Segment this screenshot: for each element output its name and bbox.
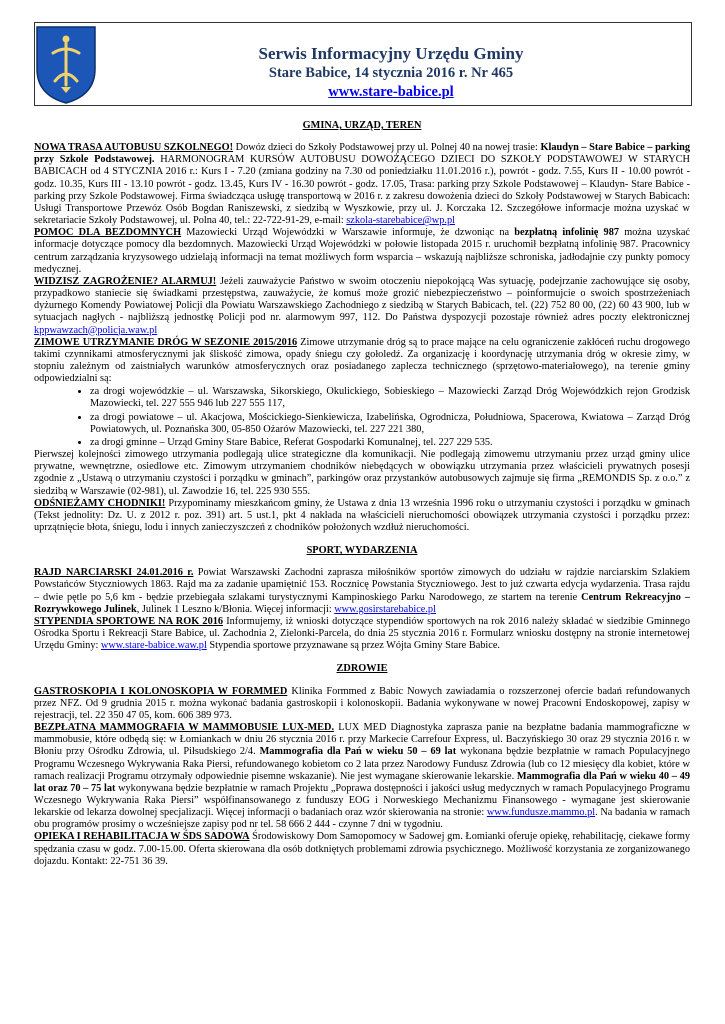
bulletin-content [34,120,690,868]
article-text: , Julinek 1 Leszno k/Błonia. Więcej informacji: [136,603,335,615]
email-link[interactable]: kppwawzach@policja.waw.pl [34,324,158,336]
list-item: • za drogi gminne – Urząd Gminy Stare Babice, Referat Gospodarki Komunalnej, tel. 227 229 535. [90,436,690,449]
section-heading-sport: SPORT, WYDARZENIA [306,545,418,557]
article-text: Przypominamy mieszkańcom gminy, że Ustawa z dnia 13 września 1996 roku o utrzymaniu czystości i porządku w gminach (Tekst jednolity: Dz. U. z 2012 r. poz. 391) art. 5 ust.1, pkt 4 nakłada na właścicieli nieruchomości obowiązek utrzymania czystości i porządku przez: uprzątnięcie błota, śniegu, lodu i innych zanieczyszczeń z chodników położonych wzdłuż nieruchomości. [34,497,690,533]
section-heading-gmina: GMINA, URZĄD, TEREN [302,120,422,131]
article-text: Informujemy, iż wnioski dotyczące stypendiów sportowych na rok 2016 należy składać w siedzibie Gminnego Ośrodka Sportu i Rekreacji Stare Babice, ul. Zachodnia 2, Zielonki-Parcela, do dnia 25 stycznia 2016 r. Formularz wniosku dostępny na stronie internetowej Urzędu Gminy: [34,615,690,652]
article-title: RAJD NARCIARSKI 24.01.2016 r. [34,567,194,579]
article-text: wykonywana będzie bezpłatnie w ramach Projektu „Poprawa dostępności i jakości usług medycznych w ramach Populacyjnego Programu Wczesnego Wykrywania Raka Piersi” współfinansowanego z funduszy EOG i Norweskiego Mechanizmu Finansowego - wymagane jest skierowanie lekarskie od lekarza dowolnej specjalizacji. Więcej informacji o badaniach oraz wzór skierowania na stronie: [34,782,690,819]
article-mammography [34,722,690,831]
article-emphasis: Klaudyn – Stare Babice – parking przy Szkole Podstawowej. [34,142,690,166]
article-text: Środowiskowy Dom Samopomocy w Sadowej gm. Łomianki oferuje opiekę, rehabilitację, ciekawe formy spędzania czasu w godz. 7.00-15.00. Oferta skierowana dla osób dotkniętych problemami zdrowia psychicznego. Możliwość korzystania ze zorganizowanego dojazdu. Kontakt: 22-751 36 39. [34,831,690,867]
list-item: • za drogi wojewódzkie – ul. Warszawska, Sikorskiego, Okulickiego, Sobieskiego – Mazowiecki Zarząd Dróg Wojewódzkich rejon Grodzisk Mazowiecki, tel. 227 555 946 lub 227 555 117, [90,385,690,410]
coat-of-arms-icon [35,23,97,105]
article-text: . Na badania w ramach obu programów prosimy o wcześniejsze zapisy pod nr tel. 58 666 2 444 - czynne 7 dni w tygodniu. [34,807,690,831]
website-link[interactable]: www.stare-babice.pl [328,84,454,100]
gmina-website-link[interactable]: www.stare-babice.waw.pl [100,640,207,652]
article-title: POMOC DLA BEZDOMNYCH [34,227,182,239]
article-gastroscopy [34,686,690,722]
article-text: można uzyskać informacje dotyczące pomocy dla bezdomnych. Mazowiecki Urząd Wojewódzki w połowie listopada 2015 r. uruchomił bezpłatną infolinię 987. Pracownicy centrum zarządzania kryzysowego udzielają informacji na temat możliwych form wsparcia – wskazują najbliższe schroniska, jadłodajnie czy punkty pomocy medycznej. [34,227,690,275]
article-emphasis: Mammografia dla Pań w wieku 40 – 49 lat oraz 70 – 75 lat [34,770,690,794]
article-emphasis: Mammografia dla Pań w wieku 50 – 69 lat [259,746,457,758]
article-title: BEZPŁATNA MAMMOGRAFIA W MAMMOBUSIE LUX-MED. [34,722,335,734]
article-emphasis: Centrum Rekreacyjno – Rozrywkowego Julinek [34,591,690,615]
article-sport-grants [34,616,690,652]
bulletin-issue: Stare Babice, 14 stycznia 2016 r. Nr 465 [268,65,514,81]
article-text: Powiat Warszawski Zachodni zaprasza miłośników sportów zimowych do udziału w rajdzie narciarskim Szlakiem Powstańców Styczniowych 1863. Rajd ma za zadanie upamiętnić 153. Rocznicę Powstania Styczniowego. Jest to już czwarta edycja wydarzenia. Trasa rajdu – dwie pętle po 5,6 km - będzie przebiegała szlakami turystycznymi Kampinoskiego Parku Narodowego, ze startem na terenie [34,567,690,603]
article-text: Klinika Formmed z Babic Nowych zawiadamia o rozszerzonej ofercie badań refundowanych przez NFZ. Od 9 grudnia 2015 r. można wykonać badania gastroskopii i kolonoskopii. Badania wykonywane w nowej Pracowni Endoskopowej, zapisy w rejestracji, tel. 22 350 47 05, kom. 606 389 973. [34,685,691,721]
article-text: Zimowe utrzymanie dróg są to prace mające na celu ograniczenie zakłóceń ruchu drogowego takimi czynnikami atmosferycznymi jak śliskość zimowa, opady śniegu czy gołoledź. Za organizację i koordynację utrzymania dróg w okresie zimy, w stopniu zależnym od zaistniałych warunków atmosferycznych oraz posiadanego zaplecza technicznego (sprzętowo-materiałowego), na terenie gminy odpowiedzialni są: [34,336,690,385]
article-care-sadowa [34,831,690,867]
email-link[interactable]: szkola-starebabice@wp.pl [346,215,455,227]
article-title: GASTROSKOPIA I KOLONOSKOPIA W FORMMED [34,685,288,697]
article-winter-roads-cont: Pierwszej kolejności zimowego utrzymania podlegają ulice strategiczne dla komunikacji. Nie podlegają zimowemu utrzymaniu przez urząd gminy ulice prywatne, wewnętrzne, osiedlowe etc. Zimowym utrzymaniem chodników niebędących w obowiązku utrzymania przez właścicieli prywatnych posesji zgodnie z „Ustawą o utrzymaniu czystości i porządku w gminach”, parkingów oraz przystanków autobusowych zajmuje się firma „REMONDIS Sp. z o.o.” z siedzibą w Warszawie (02-981), ul. Zawodzie 16, tel. 225 930 555. [34,449,690,497]
header-box [34,22,692,106]
article-text: Stypendia sportowe przyznawane są przez Wójta Gminy Stare Babice. [206,640,500,652]
article-title: WIDZISZ ZAGROŻENIE? ALARMUJ! [34,275,217,287]
article-text: Jeżeli zauważycie Państwo w swoim otoczeniu niepokojącą Was sytuację, podejrzanie zachowujące się osoby, przypadkowo staniecie się świadkami przestępstwa, zauważycie, że komuś może grozić niebezpieczeństwo – poinformujcie o swoich spostrzeżeniach dyżurnego Komendy Powiatowej Policji dla Powiatu Warszawskiego Zachodniego z siedzibą w Starych Babicach, tel. (22) 752 80 00, (22) 60 43 900, lub w sytuacjach nagłych - najbliższą jednostkę Policji pod nr. alarmowym 997, 112. Do Państwa dyspozycji pozostaje również adres poczty elektronicznej [34,275,690,324]
bulletin-title: Serwis Informacyjny Urzędu Gminy [258,44,524,63]
article-text: HARMONOGRAM KURSÓW AUTOBUSU DOWOŻĄCEGO DZIECI DO SZKOŁY PODSTAWOWEJ W STARYCH BABICACH od 4 STYCZNIA 2016 r.: Kurs I - 7.20 (zmiana godziny na 7.30 od poniedziałku 11.01.2016 r.), powrót - godz. 7.55, Kurs II - 10.00 powrót - godz. 10.35, Kurs III - 13.10 powrót - godz. 13.45, Kurs IV - 16.30 powrót - godz. 17.05, Trasa: parking przy Szkole Podstawowej – Klaudyn- Stare Babice - parking przy Szkole Podstawowej. Firma świadcząca usługę transportową w 2016 r. z zakresu dowożenia dzieci do Szkoły Podstawowej w Starych Babicach: Usługi Transportowe Przewóz Osób Bogdan Raniszewski, z siedzibą w Wyszkowie, przy ul. J. Korczaka 12. Szczegółowe informacje można uzyskać w sekretariacie Szkoły Podstawowej, ul. Polna 40, tel.: 22-722-91-29, e-mail: [34,154,690,227]
article-text: LUX MED Diagnostyka zaprasza panie na bezpłatne badania mammograficzne w mammobusie, które odbędą się: w Łomiankach w dniu 26 stycznia 2016 r. przy Markecie Carrefour Express, ul. Baczyńskiego 30 oraz 29 stycznia 2016 r. w Błoniu przy Ośrodku Zdrowia, ul. Piłsudskiego 2/4. [34,722,691,758]
article-emphasis: bezpłatną infolinię 987 [514,227,620,239]
article-sidewalks [34,498,690,534]
article-winter-roads [34,337,690,386]
section-heading-health: ZDROWIE [336,663,388,675]
article-title: ODŚNIEŻAMY CHODNIKI! [34,497,166,509]
article-title: OPIEKA I REHABILITACJA W ŚDS SADOWA [34,831,250,843]
article-title: NOWA TRASA AUTOBUSU SZKOLNEGO! [34,142,234,154]
article-danger-alarm [34,276,690,337]
gosir-link[interactable]: www.gosirstarebabice.pl [334,603,436,615]
article-homeless-help [34,227,690,276]
article-title: ZIMOWE UTRZYMANIE DRÓG W SEZONIE 2015/2016 [34,336,298,348]
header-text [105,43,677,102]
mammo-link[interactable]: www.fundusze.mammo.pl [486,807,596,819]
article-ski-rally [34,567,690,616]
article-text: Dowóz dzieci do Szkoły Podstawowej przy ul. Polnej 40 na nowej trasie: [233,142,541,154]
article-school-bus [34,142,690,227]
article-text: Mazowiecki Urząd Wojewódzki w Warszawie informuje, że dzwoniąc na [181,227,515,239]
roads-list [34,385,690,449]
list-item: • za drogi powiatowe – ul. Akacjowa, Mościckiego-Sienkiewicza, Izabelińska, Ogrodnicza, Południowa, Spacerowa, Kwiatowa – Zarząd Dróg Powiatowych, ul. Poznańska 300, 05-850 Ożarów Mazowiecki, tel. 227 221 380, [90,411,690,436]
article-title: STYPENDIA SPORTOWE NA ROK 2016 [34,615,224,627]
article-text: wykonana będzie bezpłatnie w ramach Populacyjnego Programu Wczesnego Wykrywania Raka Piersi, refundowanego kobietom co 2 lata przez Narodowy Fundusz Zdrowia (lub co 12 miesięcy dla kobiet, które w ramach realizacji Programu otrzymały odpowiednie pisemne wskazanie). Nie jest wymagane skierowanie lekarskie. [34,746,690,782]
